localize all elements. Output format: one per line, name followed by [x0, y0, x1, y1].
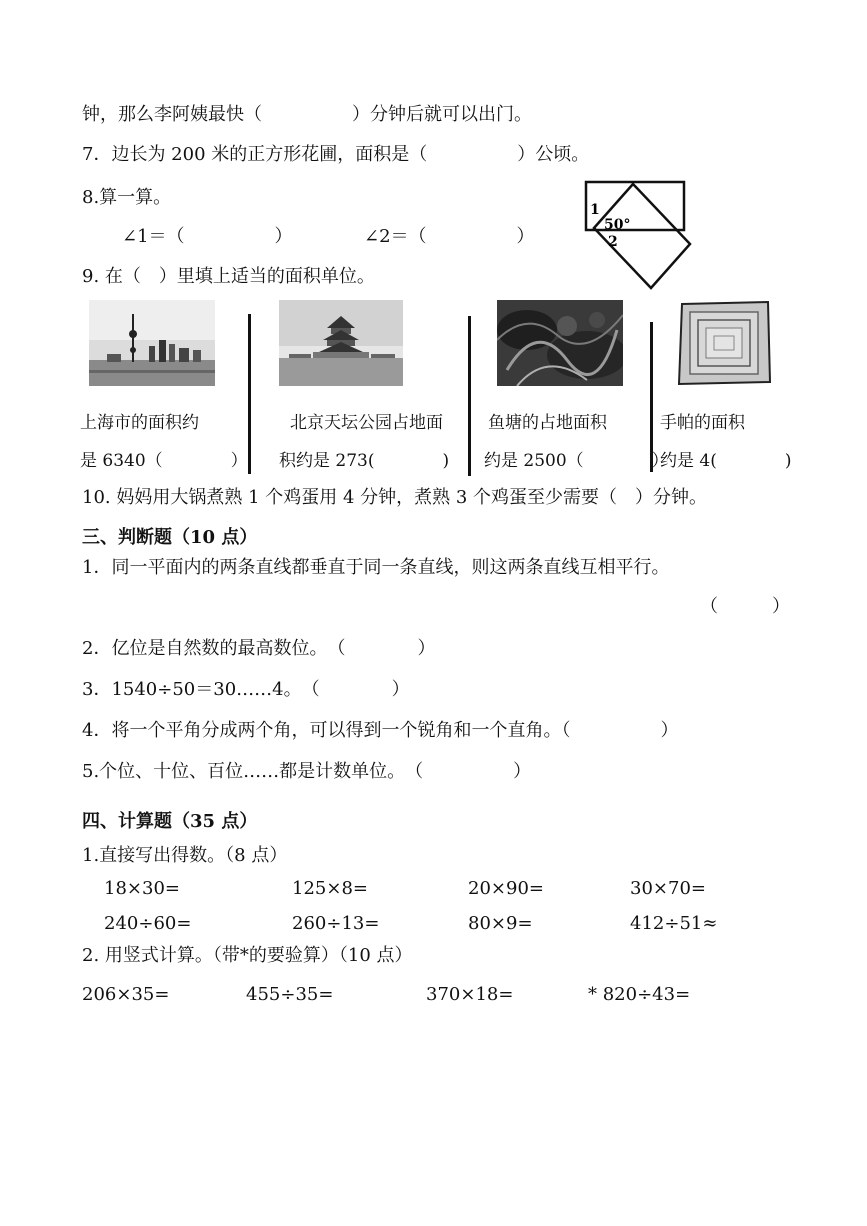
q7: 7．边长为 200 米的正方形花圃，面积是（ ）公顷。: [82, 144, 590, 165]
s4-sub1: 1.直接写出得数。（8 点）: [82, 845, 288, 866]
calc-r2-c1: 240÷60=: [104, 913, 192, 934]
q8-label-2: 2: [608, 234, 618, 250]
q8-angle2: ∠2＝（ ）: [364, 226, 535, 247]
calc-r2-c3: 80×9=: [468, 913, 533, 934]
section3-title: 三、判断题（10 点）: [82, 527, 258, 548]
q9-title: 9. 在（ ）里填上适当的面积单位。: [82, 266, 375, 287]
calc-r3-c3: 370×18=: [426, 984, 514, 1005]
q8-label-1: 1: [590, 202, 600, 218]
fish-pond-photo: [497, 300, 623, 386]
q9-item3-line2: 约是 2500（ ）: [484, 451, 669, 471]
s3-q4: 4．将一个平角分成两个角，可以得到一个锐角和一个直角。（ ）: [82, 720, 679, 741]
calc-r1-c1: 18×30=: [104, 878, 180, 899]
s3-q1-paren: （ ）: [700, 596, 790, 617]
q8-figure: [578, 176, 698, 298]
q9-item4-line2: 约是 4( ): [660, 451, 792, 471]
s3-q1: 1．同一平面内的两条直线都垂直于同一条直线，则这两条直线互相平行。: [82, 557, 670, 578]
calc-r3-c4: * 820÷43=: [588, 984, 691, 1005]
calc-r2-c2: 260÷13=: [292, 913, 380, 934]
q9-item4-line1: 手帕的面积: [660, 413, 745, 433]
calc-r1-c4: 30×70=: [630, 878, 706, 899]
temple-of-heaven-photo: [279, 300, 403, 386]
q9-item1-line2: 是 6340（ ）: [80, 451, 248, 471]
handkerchief-photo: [676, 300, 772, 386]
divider-2: [468, 316, 471, 476]
s4-sub2: 2. 用竖式计算。（带*的要验算）（10 点）: [82, 945, 413, 966]
s3-q3: 3．1540÷50＝30……4。 （ ）: [82, 679, 410, 700]
q8-angle1: ∠1＝（ ）: [122, 226, 293, 247]
shanghai-skyline-photo: [89, 300, 215, 386]
q10: 10. 妈妈用大锅煮熟 1 个鸡蛋用 4 分钟，煮熟 3 个鸡蛋至少需要（ ）分钟。: [82, 487, 708, 508]
calc-r1-c2: 125×8=: [292, 878, 368, 899]
q9-item3-line1: 鱼塘的占地面积: [488, 413, 607, 433]
q9-item2-line1: 北京天坛公园占地面: [290, 413, 443, 433]
q9-item1-line1: 上海市的面积约: [80, 413, 199, 433]
q6-tail: 钟，那么李阿姨最快（ ）分钟后就可以出门。: [82, 104, 532, 125]
q9-item2-line2: 积约是 273( ): [279, 451, 450, 471]
q8-title: 8.算一算。: [82, 187, 172, 208]
s3-q5: 5.个位、十位、百位……都是计数单位。 （ ）: [82, 761, 532, 782]
calc-r2-c4: 412÷51≈: [630, 913, 718, 934]
calc-r3-c2: 455÷35=: [246, 984, 334, 1005]
section4-title: 四、计算题（35 点）: [82, 811, 258, 832]
calc-r1-c3: 20×90=: [468, 878, 544, 899]
divider-1: [248, 314, 251, 474]
calc-r3-c1: 206×35=: [82, 984, 170, 1005]
s3-q2: 2．亿位是自然数的最高数位。 （ ）: [82, 638, 436, 659]
q8-label-angle: 50°: [604, 217, 631, 233]
